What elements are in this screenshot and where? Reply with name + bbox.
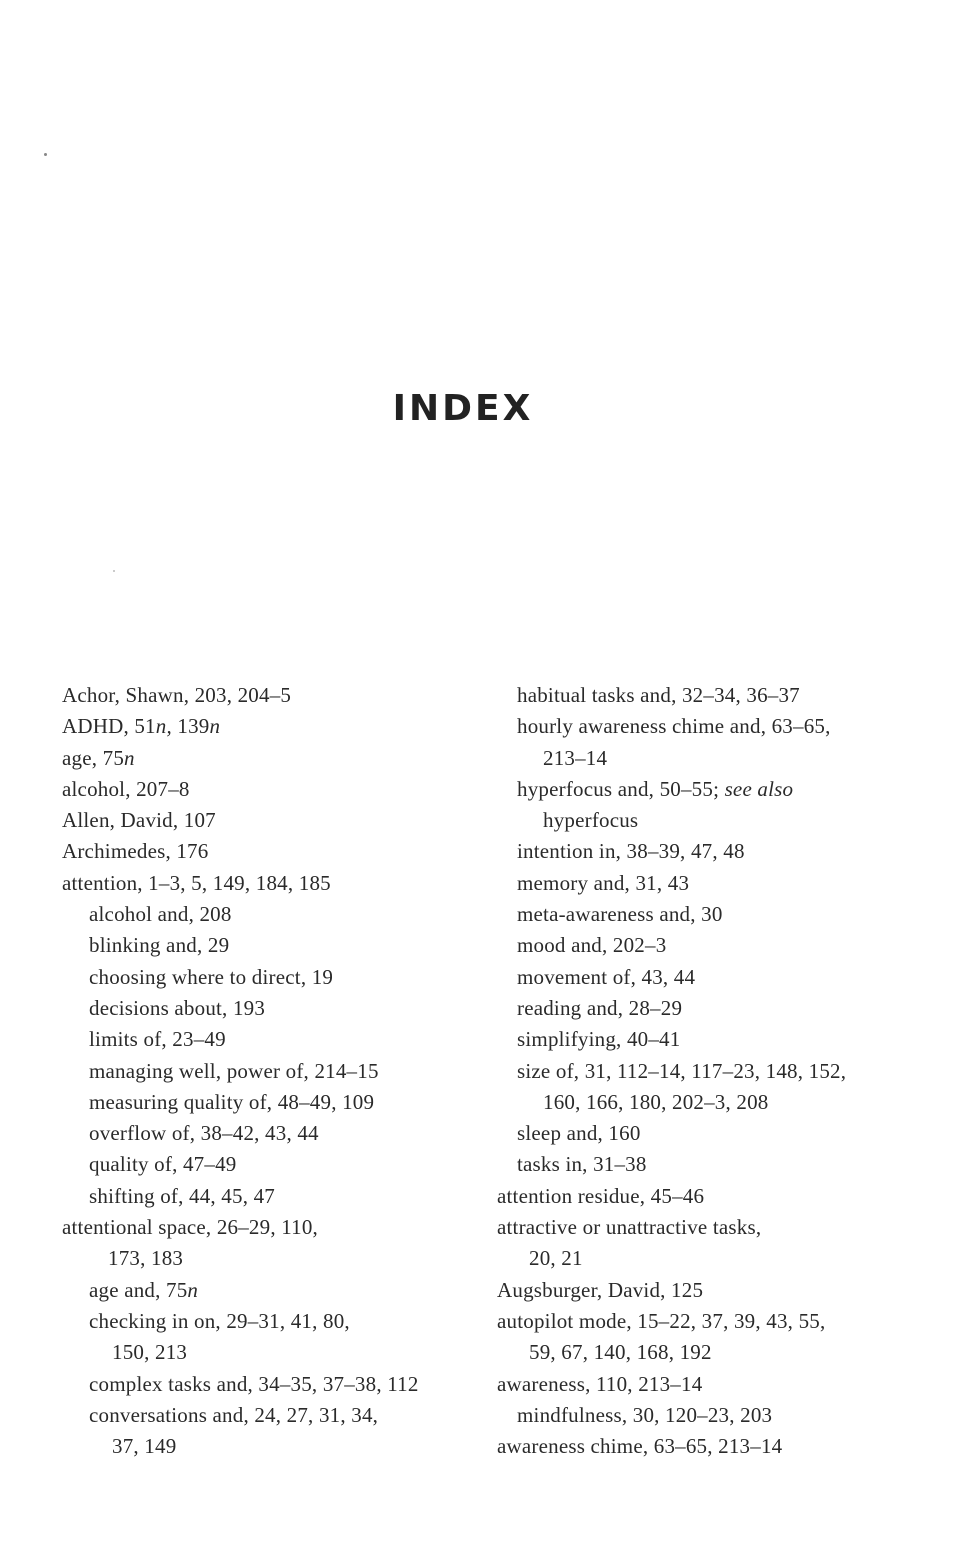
index-entry: sleep and, 160 <box>517 1121 641 1146</box>
index-entry: Allen, David, 107 <box>62 808 216 833</box>
dust-speck <box>44 153 47 156</box>
index-entry: measuring quality of, 48–49, 109 <box>89 1089 375 1114</box>
index-entry: 173, 183 <box>108 1246 184 1271</box>
page-title: INDEX <box>392 388 534 429</box>
index-entry: awareness chime, 63–65, 213–14 <box>497 1434 783 1459</box>
index-entry: simplifying, 40–41 <box>517 1027 681 1052</box>
index-entry: attentional space, 26–29, 110, <box>62 1215 318 1240</box>
index-entry: attention, 1–3, 5, 149, 184, 185 <box>62 870 331 895</box>
index-entry: awareness, 110, 213–14 <box>497 1371 703 1396</box>
index-entry: tasks in, 31–38 <box>517 1152 647 1177</box>
index-entry: mood and, 202–3 <box>517 933 667 958</box>
index-entry: ADHD, 51n, 139n <box>62 714 221 739</box>
index-entry: 160, 166, 180, 202–3, 208 <box>543 1089 769 1114</box>
index-entry: choosing where to direct, 19 <box>89 964 334 989</box>
index-entry: Archimedes, 176 <box>62 839 209 864</box>
index-entry: 213–14 <box>543 745 608 770</box>
index-entry: size of, 31, 112–14, 117–23, 148, 152, <box>517 1058 847 1083</box>
index-entry: attention residue, 45–46 <box>497 1183 705 1208</box>
index-entry: age, 75n <box>62 745 135 770</box>
index-entry: limits of, 23–49 <box>89 1027 226 1052</box>
index-entry: meta-awareness and, 30 <box>517 902 723 927</box>
index-entry: overflow of, 38–42, 43, 44 <box>89 1121 319 1146</box>
index-entry: decisions about, 193 <box>89 995 266 1020</box>
index-entry: hourly awareness chime and, 63–65, <box>517 714 831 739</box>
index-entry: 20, 21 <box>529 1246 583 1271</box>
index-entry: hyperfocus and, 50–55; see also <box>517 776 794 801</box>
index-entry: mindfulness, 30, 120–23, 203 <box>517 1402 773 1427</box>
index-entry: shifting of, 44, 45, 47 <box>89 1183 276 1208</box>
index-entry: movement of, 43, 44 <box>517 964 696 989</box>
index-entry: habitual tasks and, 32–34, 36–37 <box>517 683 800 707</box>
index-entry: 37, 149 <box>112 1434 177 1459</box>
index-entry: memory and, 31, 43 <box>517 870 690 895</box>
index-entry: managing well, power of, 214–15 <box>89 1058 379 1083</box>
index-entry: checking in on, 29–31, 41, 80, <box>89 1308 350 1333</box>
index-entry: blinking and, 29 <box>89 933 230 958</box>
index-entry: autopilot mode, 15–22, 37, 39, 43, 55, <box>497 1308 826 1333</box>
index-entry: 150, 213 <box>112 1340 188 1365</box>
index-entry: quality of, 47–49 <box>89 1152 237 1177</box>
index-entry: age and, 75n <box>89 1277 199 1302</box>
index-entry: hyperfocus <box>543 808 639 833</box>
index-entry: alcohol, 207–8 <box>62 776 190 801</box>
index-entry: intention in, 38–39, 47, 48 <box>517 839 745 864</box>
index-entry: 59, 67, 140, 168, 192 <box>529 1340 712 1365</box>
index-entry: alcohol and, 208 <box>89 902 232 927</box>
index-column-left <box>62 680 482 1462</box>
index-entry: reading and, 28–29 <box>517 995 683 1020</box>
index-entry: complex tasks and, 34–35, 37–38, 112 <box>89 1371 419 1396</box>
index-entry: Achor, Shawn, 203, 204–5 <box>62 683 292 707</box>
index-entry: Augsburger, David, 125 <box>497 1277 704 1302</box>
dust-speck <box>113 570 115 572</box>
index-column-right <box>497 680 917 1462</box>
index-entry: conversations and, 24, 27, 31, 34, <box>89 1402 379 1427</box>
index-entry: attractive or unattractive tasks, <box>497 1215 762 1240</box>
